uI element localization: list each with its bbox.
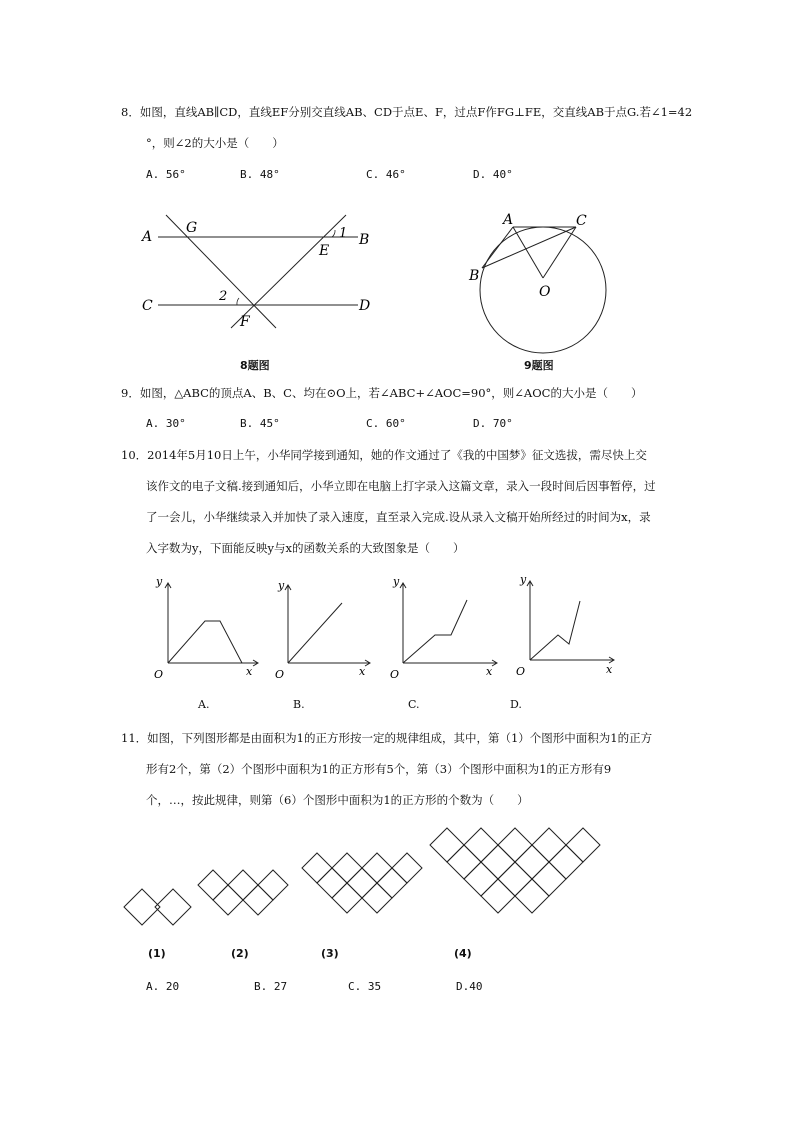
q10-text-line4: 入字数为y，下面能反映y与x的函数关系的大致图象是（ ）: [146, 541, 465, 555]
q10-graph-label-b: B.: [293, 698, 305, 711]
origin-label: O: [275, 668, 285, 681]
y-axis-label: y: [156, 575, 163, 588]
origin-label: O: [516, 665, 526, 678]
origin-label: O: [390, 668, 400, 681]
q10-graph-c: [385, 575, 505, 685]
q11-text-line2: 形有2个，第（2）个图形中面积为1的正方形有5个，第（3）个图形中面积为1的正方形有9: [146, 762, 612, 776]
q11-option-b: B. 27: [254, 980, 288, 993]
q10-text-line2: 该作文的电子文稿.接到通知后，小华立即在电脑上打字录入这篇文章，录入一段时间后因事暂停，过: [146, 479, 656, 493]
label-b: B: [359, 232, 370, 248]
y-axis-label: y: [393, 575, 400, 588]
q10-graph-label-d: D.: [510, 698, 522, 711]
label-g: G: [186, 220, 198, 236]
q11-figure-label-4: (4): [454, 947, 472, 960]
q8-option-d: D. 40°: [473, 168, 513, 181]
x-axis-label: x: [606, 663, 613, 676]
q8-option-c: C. 46°: [366, 168, 406, 181]
graph-c-curve: [403, 600, 467, 663]
label-c: C: [142, 298, 153, 314]
q10-graph-d: [502, 575, 622, 685]
q11-text-line1: 11．如图，下列图形都是由面积为1的正方形按一定的规律组成，其中，第（1）个图形中面积为1的正方: [121, 731, 653, 745]
q11-option-c: C. 35: [348, 980, 382, 993]
q8-figure: [136, 210, 376, 340]
y-axis-label: y: [520, 573, 527, 586]
q9-text-line1: 9．如图，△ABC的顶点A、B、C、均在⊙O上，若∠ABC+∠AOC=90°，则∠AOC的大小是（ ）: [121, 386, 643, 400]
q9-option-c: C. 60°: [366, 417, 406, 430]
graph-d-curve: [530, 601, 580, 660]
label-c: C: [576, 213, 587, 229]
x-axis-label: x: [246, 665, 253, 678]
label-a: A: [142, 229, 153, 245]
q8-text-line2: °，则∠2的大小是（ ）: [146, 136, 284, 150]
x-axis-label: x: [486, 665, 493, 678]
q9-figure: [468, 208, 608, 368]
q8-text-line1: 8．如图，直线AB∥CD，直线EF分别交直线AB、CD于点E、F，过点F作FG⊥FE，交直线AB于点G.若∠1=42: [121, 105, 693, 119]
label-2: 2: [219, 289, 228, 304]
angle-2-arc: [237, 298, 239, 305]
q11-option-a: A. 20: [146, 980, 180, 993]
segment-ab: [482, 227, 513, 268]
line-fg: [166, 215, 276, 328]
q11-figure-label-2: (2): [231, 947, 249, 960]
q10-text-line3: 了一会儿，小华继续录入并加快了录入速度，直至录入完成.设从录入文稿开始所经过的时间为x，录: [146, 510, 651, 524]
q11-figure-1: [124, 889, 194, 929]
q10-graph-a: [150, 575, 270, 685]
q11-figure-label-3: (3): [321, 947, 339, 960]
q10-text-line1: 10．2014年5月10日上午，小华同学接到通知，她的作文通过了《我的中国梦》征文选拔，需尽快上交: [121, 448, 647, 462]
origin-label: O: [154, 668, 164, 681]
q9-figure-caption: 9题图: [524, 359, 554, 372]
q9-option-a: A. 30°: [146, 417, 186, 430]
q9-option-d: D. 70°: [473, 417, 513, 430]
label-1: 1: [339, 226, 348, 241]
line-ef: [231, 215, 346, 328]
q11-text-line3: 个，…，按此规律，则第（6）个图形中面积为1的正方形的个数为（ ）: [146, 793, 529, 807]
q8-figure-caption: 8题图: [240, 359, 270, 372]
angle-1-arc: [332, 230, 335, 237]
q11-figure-4: [428, 826, 598, 916]
q11-figure-2: [196, 868, 296, 923]
q10-graph-label-a: A.: [198, 698, 210, 711]
q8-option-b: B. 48°: [240, 168, 280, 181]
label-o: O: [539, 284, 551, 300]
x-axis-label: x: [359, 665, 366, 678]
label-e: E: [319, 243, 330, 259]
label-d: D: [359, 298, 371, 314]
label-b: B: [469, 268, 480, 284]
q9-option-b: B. 45°: [240, 417, 280, 430]
label-f: F: [240, 314, 250, 330]
q11-option-d: D.40: [456, 980, 483, 993]
label-a: A: [503, 212, 514, 228]
q10-graph-label-c: C.: [408, 698, 420, 711]
graph-b-curve: [288, 603, 342, 663]
q11-figure-label-1: (1): [148, 947, 166, 960]
q8-option-a: A. 56°: [146, 168, 186, 181]
q10-graph-b: [270, 575, 380, 685]
graph-a-curve: [168, 621, 242, 663]
y-axis-label: y: [278, 579, 285, 592]
q11-figure-3: [300, 851, 430, 921]
